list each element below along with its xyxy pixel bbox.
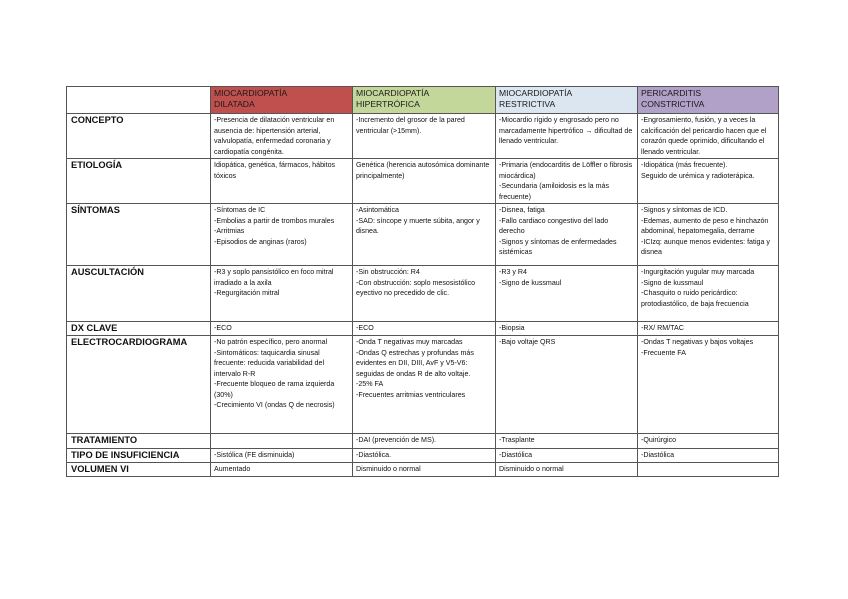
- cell-text: Disminuido o normal: [499, 465, 564, 473]
- table-cell: [353, 266, 496, 322]
- cell-text: -Fallo cardiaco congestivo del lado derecho: [499, 216, 611, 235]
- row-label: ETIOLOGÍA: [67, 159, 211, 204]
- header-text: MIOCARDIOPATÍA: [356, 88, 430, 98]
- header-cell: [496, 87, 638, 114]
- row-label: VOLUMEN VI: [67, 463, 211, 477]
- cell-text: -Onda T negativas muy marcadas: [356, 338, 463, 346]
- header-text: MIOCARDIOPATÍA: [214, 88, 288, 98]
- cell-text: -Frecuente FA: [641, 348, 686, 357]
- cell-text: -Presencia de dilatación ventricular en ausencia de: hipertensión arterial, valvulopatía, enfermedad coronaria y cardiopatía congénita.: [214, 116, 337, 156]
- table-cell: [211, 204, 353, 266]
- cell-text: -Episodios de anginas (raros): [214, 237, 307, 246]
- table-cell: [211, 266, 353, 322]
- row-label: AUSCULTACIÓN: [67, 266, 211, 322]
- table-row: [67, 159, 779, 204]
- cell-text: -Frecuentes arritmias ventriculares: [356, 390, 466, 399]
- row-label: CONCEPTO: [67, 114, 211, 159]
- header-text: MIOCARDIOPATÍA: [499, 88, 573, 98]
- table-row: [67, 322, 779, 336]
- cell-text: -Ondas Q estrechas y profundas más evidentes en DII, DIII, AvF y V5-V6: seguidas de ondas R de alto voltaje.: [356, 348, 476, 378]
- cell-text: -Crecimiento VI (ondas Q de necrosis): [214, 401, 335, 409]
- cell-text: -Idiopática (más frecuente).: [641, 161, 728, 169]
- cell-text: -RX/ RM/TAC: [641, 324, 684, 332]
- header-corner-cell: [67, 87, 211, 114]
- header-cell: [638, 87, 779, 114]
- cell-text: -Bajo voltaje QRS: [499, 338, 556, 346]
- cell-text: -Sintomáticos: taquicardia sinusal frecuente: reducida variabilidad del intervalo R-R: [214, 348, 327, 378]
- table-row: [67, 449, 779, 463]
- table-cell: [496, 336, 638, 434]
- table-cell: [638, 434, 779, 449]
- cell-text: -Diastólica.: [356, 451, 392, 459]
- table-row: [67, 434, 779, 449]
- cell-text: -R3 y soplo pansistólico en foco mitral irradiado a la axila: [214, 268, 336, 287]
- cell-text: -Edemas, aumento de peso e hinchazón abdominal, hepatomegalia, derrame: [641, 216, 771, 235]
- cell-text: -Trasplante: [499, 436, 535, 444]
- cell-text: -ICIzq: aunque menos evidentes: fatiga y disnea: [641, 237, 772, 256]
- table-cell: [353, 204, 496, 266]
- cell-text: -Frecuente bloqueo de rama izquierda (30%): [214, 380, 337, 399]
- header-row: [67, 87, 779, 114]
- header-cell: [353, 87, 496, 114]
- table-cell: [638, 449, 779, 463]
- cell-text: Aumentado: [214, 465, 251, 473]
- cell-text: -R3 y R4: [499, 268, 527, 276]
- row-label: SÍNTOMAS: [67, 204, 211, 266]
- table-cell: [211, 434, 353, 449]
- cell-text: -Regurgitación mitral: [214, 289, 280, 297]
- cell-text: Disminuido o normal: [356, 465, 421, 473]
- cell-text: -Engrosamiento, fusión, y a veces la calcificación del pericardio hacen que el corazón quede oprimido, dificultando el llenado ventricular.: [641, 116, 769, 156]
- table-cell: [496, 204, 638, 266]
- cell-text: -Asintomática: [356, 206, 399, 214]
- cell-text: -Biopsia: [499, 324, 525, 332]
- table-row: [67, 204, 779, 266]
- cell-text: -Signo de kussmaul: [499, 278, 562, 287]
- table-cell: [638, 322, 779, 336]
- table-cell: [496, 449, 638, 463]
- cell-text: -Signo de kussmaul: [641, 278, 704, 287]
- header-text: PERICARDITIS: [641, 88, 702, 98]
- table-cell: [638, 336, 779, 434]
- cell-text: -Signos y síntomas de ICD.: [641, 206, 728, 214]
- table-cell: [353, 449, 496, 463]
- table-cell: [638, 204, 779, 266]
- cell-text: -Disnea, fatiga: [499, 206, 545, 214]
- cell-text: -Chasquito o ruido pericárdico: protodiastólico, de baja frecuencia: [641, 289, 749, 308]
- table-cell: [353, 336, 496, 434]
- row-label: ELECTROCARDIOGRAMA: [67, 336, 211, 434]
- table-row: [67, 114, 779, 159]
- cell-text: -Arritmias: [214, 227, 245, 235]
- cell-text: -Ondas T negativas y bajos voltajes: [641, 338, 754, 346]
- row-label: DX CLAVE: [67, 322, 211, 336]
- cell-text: -Incremento del grosor de la pared ventricular (>15mm).: [356, 116, 467, 135]
- table-cell: [638, 463, 779, 477]
- table-cell: [496, 114, 638, 159]
- table-cell: [211, 322, 353, 336]
- table-cell: [496, 322, 638, 336]
- header-text: RESTRICTIVA: [499, 99, 556, 109]
- header-text: DILATADA: [214, 99, 255, 109]
- row-label: TIPO DE INSUFICIENCIA: [67, 449, 211, 463]
- table-cell: [496, 463, 638, 477]
- cell-text: Seguido de urémica y radioterápica.: [641, 171, 755, 180]
- cell-text: -Diastólica: [641, 451, 675, 459]
- table-cell: [496, 159, 638, 204]
- table-cell: [638, 114, 779, 159]
- cell-text: Genética (herencia autosómica dominante principalmente): [356, 161, 492, 180]
- cell-text: -25% FA: [356, 380, 384, 388]
- table-cell: [496, 266, 638, 322]
- cardiomyopathy-comparison-table: [66, 86, 779, 477]
- cell-text: -Embolias a partir de trombos murales: [214, 216, 335, 225]
- cell-text: -Miocardio rígido y engrosado pero no marcadamente hipertrófico → dificultad de llenado ventricular.: [499, 116, 635, 145]
- table-cell: [353, 434, 496, 449]
- table-row: [67, 266, 779, 322]
- header-text: CONSTRICTIVA: [641, 99, 705, 109]
- cell-text: -Primaria (endocarditis de Löffler o fibrosis miocárdica): [499, 161, 635, 180]
- cell-text: -DAI (prevención de MS).: [356, 436, 437, 444]
- cell-text: -SAD: síncope y muerte súbita, angor y disnea.: [356, 216, 482, 235]
- cell-text: -Con obstrucción: soplo mesosistólico eyectivo no precedido de clic.: [356, 278, 478, 297]
- cell-text: -Sin obstrucción: R4: [356, 268, 420, 276]
- table-row: [67, 336, 779, 434]
- table-cell: [353, 322, 496, 336]
- table-cell: [496, 434, 638, 449]
- header-text: HIPERTRÓFICA: [356, 99, 420, 109]
- cell-text: -ECO: [214, 324, 232, 332]
- cell-text: -Secundaria (amiloidosis es la más frecuente): [499, 182, 611, 201]
- header-cell: [211, 87, 353, 114]
- table-cell: [353, 114, 496, 159]
- cell-text: -ECO: [356, 324, 374, 332]
- cell-text: -No patrón específico, pero anormal: [214, 338, 328, 346]
- table-cell: [353, 159, 496, 204]
- table-row: [67, 463, 779, 477]
- row-label: TRATAMIENTO: [67, 434, 211, 449]
- cell-text: -Sistólica (FE disminuida): [214, 451, 295, 459]
- table-cell: [211, 463, 353, 477]
- cell-text: -Quirúrgico: [641, 436, 677, 444]
- cell-text: -Ingurgitación yugular muy marcada: [641, 268, 755, 276]
- table-cell: [211, 336, 353, 434]
- cell-text: -Signos y síntomas de enfermedades sistémicas: [499, 237, 619, 256]
- table-cell: [211, 114, 353, 159]
- cell-text: Idiopática, genética, fármacos, hábitos tóxicos: [214, 161, 338, 180]
- cell-text: -Diastólica: [499, 451, 533, 459]
- cell-text: -Síntomas de IC: [214, 206, 266, 214]
- table-cell: [211, 449, 353, 463]
- table-cell: [353, 463, 496, 477]
- table-cell: [638, 266, 779, 322]
- table-cell: [211, 159, 353, 204]
- table-cell: [638, 159, 779, 204]
